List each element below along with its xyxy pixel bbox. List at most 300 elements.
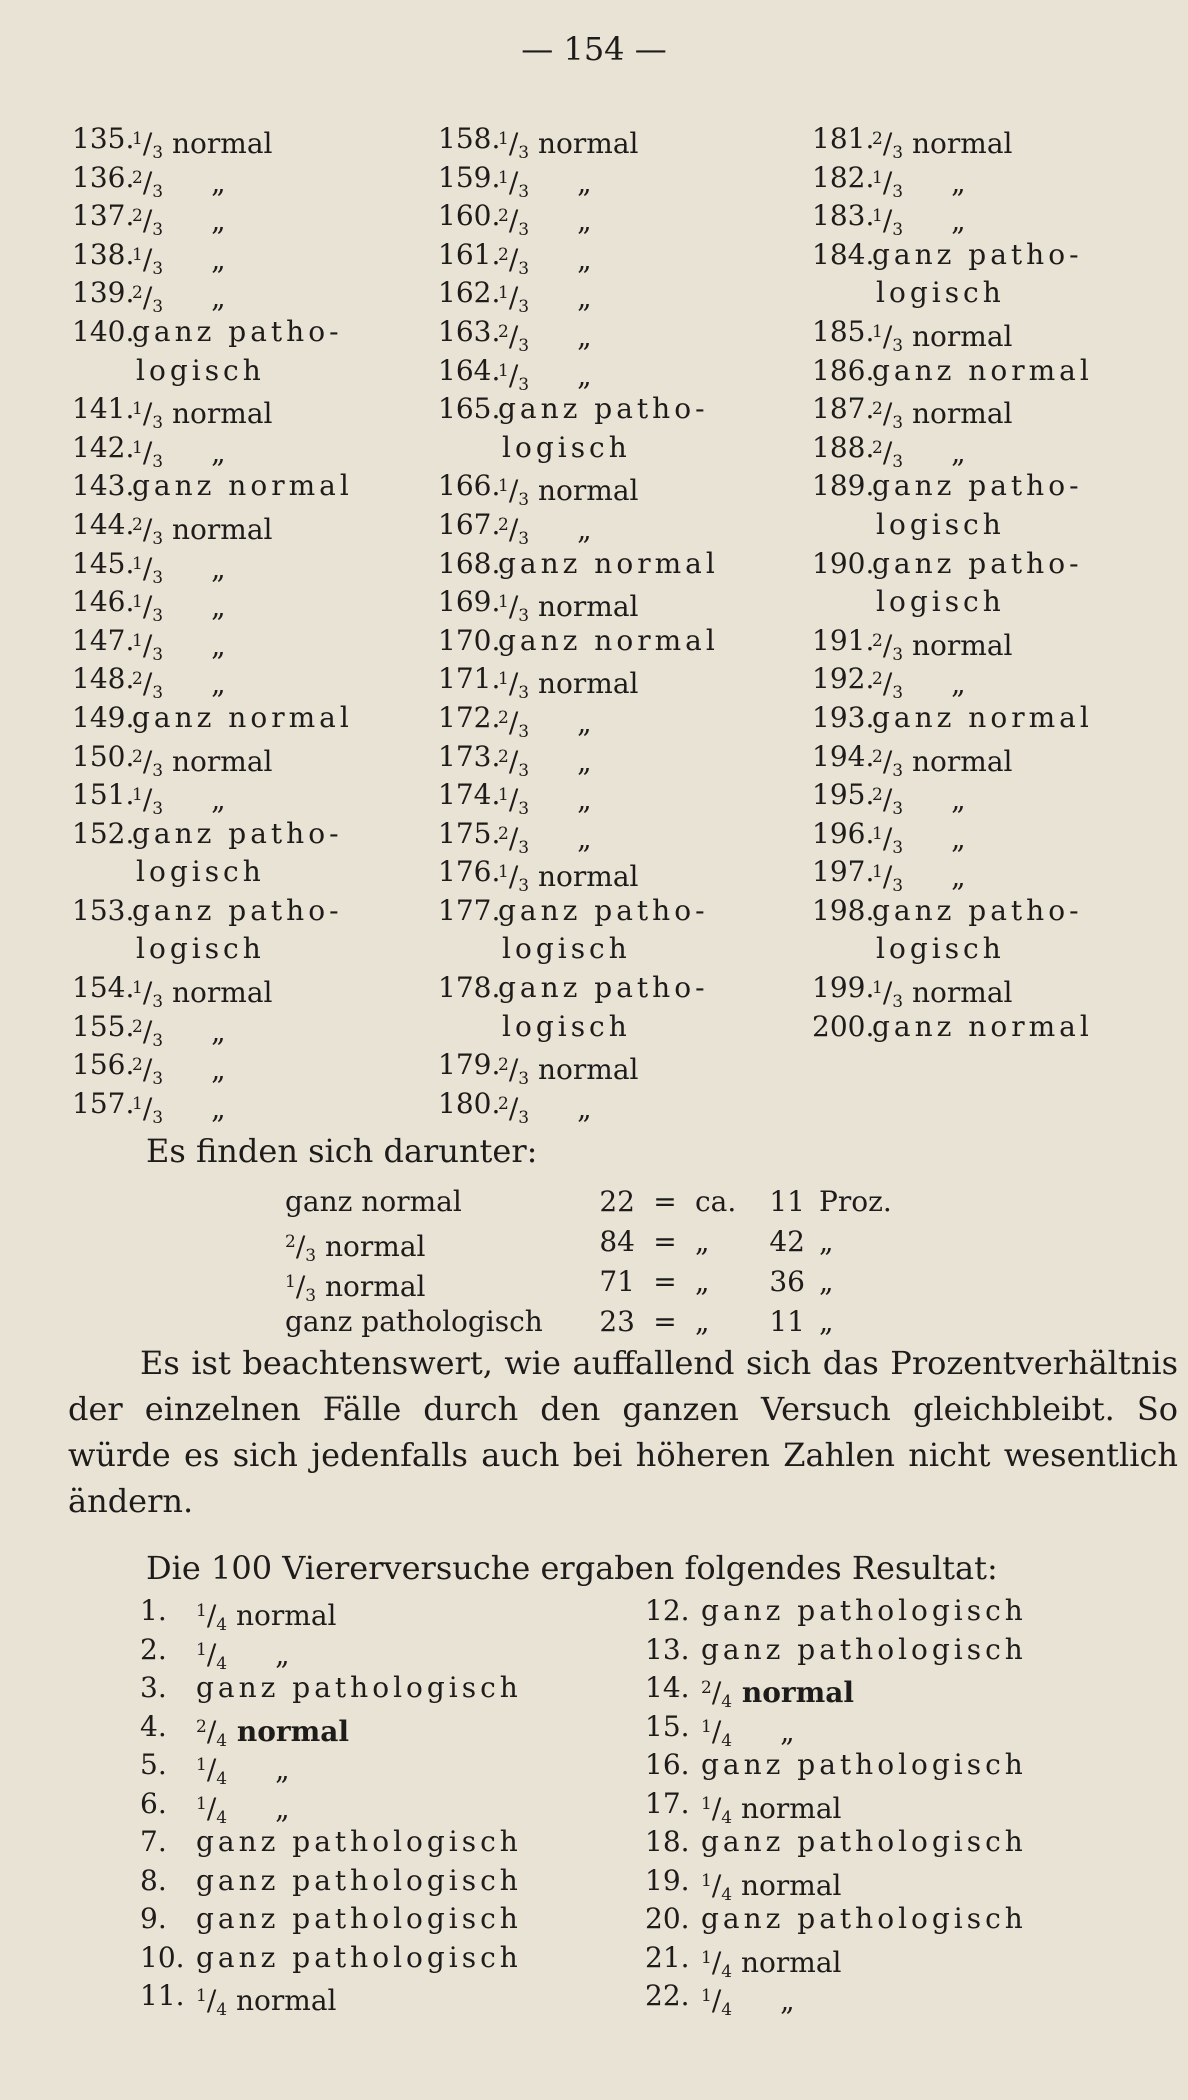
entry-text: normal bbox=[163, 127, 273, 160]
entry-text: normal bbox=[163, 397, 273, 431]
fraction: $^1/_3$ bbox=[132, 435, 164, 472]
entry-number: 190. bbox=[812, 546, 875, 580]
entry-number: 14. bbox=[645, 1671, 690, 1704]
list-item bbox=[812, 313, 1093, 356]
entry-number: 2. bbox=[140, 1632, 167, 1666]
summary-percent: 11 bbox=[769, 1305, 805, 1338]
entry-value bbox=[872, 969, 1013, 1013]
fraction: $^2/_3$ bbox=[498, 242, 530, 279]
entry-text: normal bbox=[529, 860, 639, 894]
fraction-denominator: 3 bbox=[518, 335, 530, 356]
list-item bbox=[812, 390, 1093, 434]
summary-row bbox=[285, 1222, 892, 1266]
summary-unit: „ bbox=[819, 1225, 834, 1258]
fraction-denominator: 3 bbox=[518, 1107, 530, 1128]
ditto-mark: „ bbox=[577, 783, 592, 817]
entry-number: 186. bbox=[812, 353, 875, 387]
ditto-mark: „ bbox=[211, 551, 226, 585]
list-item bbox=[72, 506, 353, 549]
entry-value bbox=[498, 776, 592, 820]
fraction-denominator: 3 bbox=[518, 181, 530, 202]
entry-value bbox=[132, 583, 226, 627]
list-item bbox=[812, 120, 1093, 163]
ditto-mark: „ bbox=[951, 204, 966, 238]
fraction: $^1/_4$ bbox=[196, 1753, 228, 1789]
ditto-mark: „ bbox=[577, 512, 592, 546]
list-item bbox=[812, 429, 1093, 472]
fraction: $^2/_3$ bbox=[498, 204, 530, 241]
fraction-denominator: 4 bbox=[216, 1807, 228, 1828]
entry-value bbox=[132, 197, 226, 241]
entry-value bbox=[196, 1592, 337, 1635]
entry-value bbox=[701, 1977, 795, 2020]
entry-text: ganz pathologisch bbox=[196, 1940, 522, 1974]
fraction-numerator: 2 bbox=[498, 1055, 509, 1076]
entry-number: 18. bbox=[645, 1825, 690, 1858]
entry-number: 139. bbox=[72, 276, 135, 310]
list-item bbox=[812, 738, 1093, 781]
entry-number: 9. bbox=[140, 1902, 167, 1935]
fraction: $^1/_3$ bbox=[285, 1270, 317, 1306]
entry-number: 193. bbox=[812, 700, 875, 734]
list-item bbox=[645, 1592, 1027, 1631]
fraction-numerator: 1 bbox=[872, 321, 883, 342]
entry-text: ganz normal bbox=[132, 700, 353, 734]
fraction: $^1/_3$ bbox=[498, 783, 530, 820]
entry-text: ganz patho- bbox=[498, 971, 709, 1005]
list-item bbox=[645, 1708, 1027, 1751]
list-item bbox=[438, 236, 719, 279]
entry-text: normal bbox=[529, 1053, 639, 1087]
entry-number: 167. bbox=[438, 507, 501, 541]
fraction-denominator: 3 bbox=[152, 683, 164, 704]
entry-continuation: logisch bbox=[136, 932, 265, 966]
fraction-denominator: 3 bbox=[518, 1069, 530, 1090]
fraction-numerator: 1 bbox=[701, 1716, 712, 1737]
fraction: $^1/_4$ bbox=[196, 1637, 228, 1674]
entry-number: 156. bbox=[72, 1048, 135, 1082]
entry-number: 16. bbox=[645, 1748, 690, 1781]
list-item bbox=[438, 738, 719, 781]
fraction-denominator: 3 bbox=[892, 799, 904, 820]
entry-number: 183. bbox=[812, 199, 875, 233]
list-item bbox=[72, 390, 353, 434]
fraction-denominator: 4 bbox=[216, 1653, 228, 1674]
entry-number: 10. bbox=[140, 1940, 185, 1974]
list-item bbox=[438, 815, 719, 858]
list-item bbox=[645, 1785, 1027, 1828]
list-item bbox=[438, 506, 719, 549]
page-number: — 154 — bbox=[521, 30, 667, 68]
fraction-denominator: 3 bbox=[305, 1246, 317, 1266]
entry-number: 161. bbox=[438, 237, 501, 271]
fraction: $^2/_3$ bbox=[132, 512, 164, 549]
entry-number: 184. bbox=[812, 237, 875, 271]
fraction: $^2/_3$ bbox=[498, 319, 530, 356]
entry-text: ganz pathologisch bbox=[701, 1594, 1027, 1627]
list-item bbox=[140, 1862, 522, 1901]
fraction-denominator: 4 bbox=[721, 1807, 733, 1828]
entry-number: 199. bbox=[812, 971, 875, 1005]
fraction-denominator: 3 bbox=[152, 799, 164, 820]
fraction: $^1/_3$ bbox=[132, 590, 164, 627]
fraction: $^2/_4$ bbox=[701, 1676, 733, 1712]
fraction-numerator: 2 bbox=[498, 823, 509, 844]
entry-value bbox=[872, 236, 1083, 275]
fraction-denominator: 3 bbox=[518, 837, 530, 858]
entry-value bbox=[498, 699, 592, 742]
entry-value bbox=[498, 1085, 592, 1128]
entry-number: 4. bbox=[140, 1709, 167, 1743]
fraction-denominator: 4 bbox=[721, 1961, 733, 1982]
fraction-denominator: 3 bbox=[152, 567, 164, 588]
fraction-numerator: 2 bbox=[285, 1232, 296, 1252]
list-item bbox=[140, 1977, 522, 2020]
fraction-numerator: 1 bbox=[132, 399, 143, 420]
entry-value bbox=[498, 545, 719, 584]
entry-number: 135. bbox=[72, 122, 135, 155]
entry-text: ganz pathologisch bbox=[196, 1902, 522, 1935]
summary-percent: 11 bbox=[769, 1185, 805, 1218]
entry-number: 182. bbox=[812, 160, 875, 194]
entry-continuation: logisch bbox=[502, 1009, 631, 1043]
entry-value bbox=[872, 390, 1013, 434]
entry-value bbox=[132, 506, 273, 549]
entry-value bbox=[498, 352, 592, 395]
entry-number: 177. bbox=[438, 893, 501, 927]
fraction: $^2/_3$ bbox=[872, 397, 904, 434]
entry-number: 145. bbox=[72, 546, 135, 580]
fraction-denominator: 4 bbox=[721, 2000, 733, 2020]
entry-value bbox=[872, 738, 1013, 781]
entry-continuation: logisch bbox=[136, 855, 265, 889]
entry-number: 149. bbox=[72, 700, 135, 734]
entry-value bbox=[196, 1939, 522, 1978]
fraction-denominator: 3 bbox=[152, 258, 164, 279]
entry-number: 169. bbox=[438, 585, 501, 619]
fraction-numerator: 1 bbox=[196, 1601, 207, 1621]
fraction-denominator: 3 bbox=[152, 1107, 164, 1128]
entry-number: 151. bbox=[72, 778, 135, 812]
list-item bbox=[72, 969, 353, 1013]
entry-value bbox=[498, 467, 639, 511]
fraction-numerator: 1 bbox=[132, 129, 143, 149]
entry-value bbox=[132, 622, 226, 665]
fraction-numerator: 2 bbox=[498, 746, 509, 767]
summary-intro: Es finden sich darunter: bbox=[146, 1132, 538, 1170]
list-item bbox=[812, 622, 1093, 665]
fraction: $^1/_3$ bbox=[498, 474, 530, 511]
list-column-3 bbox=[812, 120, 1093, 1046]
list-item bbox=[72, 159, 353, 202]
fraction-denominator: 3 bbox=[892, 335, 904, 356]
list-item bbox=[140, 1823, 522, 1862]
ditto-mark: „ bbox=[577, 281, 592, 315]
entry-number: 165. bbox=[438, 392, 501, 426]
entry-value bbox=[498, 313, 592, 356]
entry-number: 200. bbox=[812, 1009, 875, 1043]
entry-value bbox=[498, 274, 592, 318]
fraction-numerator: 1 bbox=[872, 167, 883, 188]
entry-value bbox=[872, 660, 966, 704]
entry-number: 164. bbox=[438, 353, 501, 387]
list-item bbox=[72, 1085, 353, 1128]
summary-row bbox=[285, 1182, 892, 1222]
fraction: $^2/_3$ bbox=[872, 744, 904, 781]
fraction: $^1/_3$ bbox=[498, 165, 530, 202]
list-item bbox=[140, 1785, 522, 1828]
entry-text: normal bbox=[903, 744, 1013, 778]
fraction-numerator: 2 bbox=[872, 785, 883, 806]
fraction-denominator: 3 bbox=[892, 181, 904, 202]
ditto-mark: „ bbox=[951, 783, 966, 817]
fraction-numerator: 1 bbox=[132, 630, 143, 651]
list-item bbox=[812, 776, 1093, 820]
entry-text: ganz patho- bbox=[132, 893, 343, 927]
fraction: $^2/_4$ bbox=[196, 1714, 228, 1751]
fraction: $^1/_3$ bbox=[872, 821, 904, 858]
entry-number: 17. bbox=[645, 1786, 690, 1820]
list-item bbox=[72, 467, 353, 506]
entry-text: normal bbox=[529, 474, 639, 508]
fraction-numerator: 1 bbox=[701, 1986, 712, 2006]
list-item bbox=[72, 197, 353, 241]
entry-text: normal bbox=[163, 744, 273, 778]
entry-text: ganz patho- bbox=[498, 392, 709, 426]
list-item bbox=[140, 1631, 522, 1674]
fraction-numerator: 1 bbox=[196, 1639, 207, 1660]
summary-equals: = bbox=[653, 1225, 677, 1258]
entry-value bbox=[872, 815, 966, 858]
fraction-numerator: 2 bbox=[872, 399, 883, 420]
fraction: $^1/_4$ bbox=[701, 1868, 733, 1905]
fraction-numerator: 2 bbox=[498, 244, 509, 265]
fraction: $^1/_3$ bbox=[872, 976, 904, 1013]
fraction: $^2/_3$ bbox=[872, 435, 904, 472]
list-item bbox=[72, 738, 353, 781]
ditto-mark: „ bbox=[211, 1053, 226, 1087]
list-item bbox=[645, 1746, 1027, 1785]
entry-number: 152. bbox=[72, 816, 135, 850]
ditto-mark: „ bbox=[577, 1091, 592, 1125]
entry-value bbox=[196, 1746, 290, 1789]
list-item bbox=[812, 930, 1093, 969]
entry-value bbox=[498, 969, 709, 1008]
entry-number: 143. bbox=[72, 469, 135, 503]
entry-number: 141. bbox=[72, 392, 135, 426]
ditto-mark: „ bbox=[577, 705, 592, 739]
fraction: $^2/_3$ bbox=[132, 281, 164, 318]
fraction: $^2/_3$ bbox=[132, 744, 164, 781]
ditto-mark: „ bbox=[780, 1984, 795, 2017]
entry-value bbox=[872, 313, 1013, 356]
fraction-numerator: 2 bbox=[872, 669, 883, 690]
summary-label: ganz pathologisch bbox=[285, 1305, 543, 1338]
fraction: $^2/_3$ bbox=[132, 1014, 164, 1051]
list-item bbox=[438, 853, 719, 897]
fraction: $^1/_3$ bbox=[872, 860, 904, 897]
list-item bbox=[438, 197, 719, 241]
fraction-denominator: 3 bbox=[518, 374, 530, 395]
ditto-mark: „ bbox=[951, 667, 966, 701]
list-item bbox=[438, 313, 719, 356]
results-intro: Die 100 Viererversuche ergaben folgendes Resultat: bbox=[146, 1549, 998, 1587]
entry-number: 8. bbox=[140, 1863, 167, 1897]
list-item bbox=[72, 660, 353, 704]
ditto-mark: „ bbox=[577, 358, 592, 392]
fraction-numerator: 2 bbox=[498, 206, 509, 227]
fraction: $^1/_3$ bbox=[132, 976, 164, 1013]
entry-value bbox=[132, 1085, 226, 1128]
list-item bbox=[72, 313, 353, 352]
fraction-denominator: 3 bbox=[152, 143, 164, 163]
fraction: $^1/_3$ bbox=[132, 551, 164, 588]
entry-number: 11. bbox=[140, 1979, 185, 2012]
list-item bbox=[438, 776, 719, 820]
entry-value bbox=[872, 159, 966, 202]
list-item bbox=[438, 583, 719, 627]
fraction: $^1/_3$ bbox=[498, 590, 530, 627]
list-item bbox=[438, 892, 719, 931]
summary-unit: „ bbox=[819, 1305, 834, 1338]
list-item bbox=[812, 545, 1093, 584]
entry-text: ganz normal bbox=[498, 623, 719, 657]
entry-text: normal bbox=[227, 1984, 337, 2017]
fraction-denominator: 3 bbox=[518, 490, 530, 511]
fraction: $^1/_4$ bbox=[196, 1791, 228, 1828]
entry-number: 140. bbox=[72, 314, 135, 348]
entry-number: 3. bbox=[140, 1671, 167, 1704]
ditto-mark: „ bbox=[577, 821, 592, 855]
entry-number: 179. bbox=[438, 1048, 501, 1082]
entry-value bbox=[872, 352, 1093, 391]
fraction-denominator: 3 bbox=[892, 143, 904, 163]
entry-value bbox=[498, 120, 639, 163]
fraction: $^1/_3$ bbox=[498, 860, 530, 897]
ditto-mark: „ bbox=[577, 165, 592, 199]
fraction: $^1/_4$ bbox=[701, 1945, 733, 1982]
ditto-mark: „ bbox=[211, 242, 226, 276]
list-item bbox=[812, 660, 1093, 704]
entry-text: normal bbox=[732, 1791, 842, 1825]
fraction-denominator: 4 bbox=[216, 1615, 228, 1635]
fraction-denominator: 3 bbox=[892, 644, 904, 665]
ditto-mark: „ bbox=[951, 860, 966, 894]
entry-text: ganz patho- bbox=[872, 237, 1083, 271]
fraction-numerator: 1 bbox=[498, 476, 509, 497]
entry-number: 155. bbox=[72, 1009, 135, 1043]
fraction: $^1/_3$ bbox=[498, 127, 530, 163]
list-item bbox=[812, 969, 1093, 1013]
fraction-denominator: 3 bbox=[518, 876, 530, 897]
entry-text: normal bbox=[903, 127, 1013, 160]
entry-text: normal bbox=[903, 628, 1013, 662]
ditto-mark: „ bbox=[275, 1637, 290, 1671]
entry-value bbox=[872, 1008, 1093, 1047]
entry-value bbox=[132, 892, 343, 931]
entry-number: 13. bbox=[645, 1632, 690, 1666]
fraction-numerator: 2 bbox=[132, 1055, 143, 1076]
entry-continuation: logisch bbox=[502, 932, 631, 966]
fraction: $^2/_3$ bbox=[498, 1091, 530, 1128]
entry-number: 5. bbox=[140, 1748, 167, 1781]
list-item bbox=[72, 1046, 353, 1090]
entry-value bbox=[196, 1862, 522, 1901]
results-column-2 bbox=[645, 1592, 1027, 2020]
entry-text: normal bbox=[227, 1599, 337, 1632]
entry-value bbox=[701, 1785, 842, 1828]
summary-percent: 42 bbox=[769, 1225, 805, 1258]
entry-value bbox=[132, 1046, 226, 1090]
list-item bbox=[72, 699, 353, 738]
fraction-denominator: 3 bbox=[518, 528, 530, 549]
list-item bbox=[812, 815, 1093, 858]
fraction: $^2/_3$ bbox=[498, 512, 530, 549]
entry-text: ganz pathologisch bbox=[701, 1748, 1027, 1781]
fraction-denominator: 3 bbox=[892, 992, 904, 1013]
summary-count: 23 bbox=[599, 1305, 635, 1338]
list-column-1 bbox=[72, 120, 353, 1128]
entry-continuation: logisch bbox=[876, 932, 1005, 966]
entry-text: ganz patho- bbox=[132, 816, 343, 850]
entry-value bbox=[132, 969, 273, 1013]
entry-value bbox=[498, 1046, 639, 1090]
ditto-mark: „ bbox=[211, 435, 226, 469]
fraction-denominator: 4 bbox=[721, 1884, 733, 1905]
list-item bbox=[812, 892, 1093, 931]
entry-value bbox=[872, 467, 1083, 506]
fraction: $^1/_3$ bbox=[872, 204, 904, 241]
list-item bbox=[812, 159, 1093, 202]
entry-number: 144. bbox=[72, 507, 135, 541]
entry-value bbox=[196, 1785, 290, 1828]
entry-number: 187. bbox=[812, 392, 875, 426]
list-item bbox=[812, 274, 1093, 313]
entry-text: ganz pathologisch bbox=[196, 1863, 522, 1897]
entry-value bbox=[132, 390, 273, 434]
fraction-denominator: 3 bbox=[152, 760, 164, 781]
fraction-denominator: 3 bbox=[152, 992, 164, 1013]
entry-text: normal bbox=[732, 1868, 842, 1902]
entry-text: ganz patho- bbox=[872, 546, 1083, 580]
fraction-numerator: 2 bbox=[872, 630, 883, 651]
list-item bbox=[812, 853, 1093, 897]
ditto-mark: „ bbox=[951, 165, 966, 199]
entry-value bbox=[872, 892, 1083, 931]
entry-text: normal bbox=[163, 512, 273, 546]
fraction: $^1/_4$ bbox=[196, 1599, 228, 1635]
fraction-numerator: 1 bbox=[872, 206, 883, 227]
entry-continuation: logisch bbox=[136, 353, 265, 387]
summary-count: 84 bbox=[599, 1225, 635, 1258]
entry-value bbox=[872, 197, 966, 241]
fraction-denominator: 3 bbox=[892, 683, 904, 704]
list-item bbox=[812, 352, 1093, 391]
fraction-numerator: 2 bbox=[132, 669, 143, 690]
fraction-denominator: 3 bbox=[152, 1069, 164, 1090]
fraction-numerator: 2 bbox=[132, 514, 143, 535]
entry-number: 147. bbox=[72, 623, 135, 657]
entry-number: 171. bbox=[438, 662, 501, 696]
list-item bbox=[645, 1669, 1027, 1712]
summary-equals: = bbox=[653, 1305, 677, 1338]
fraction-numerator: 1 bbox=[498, 862, 509, 883]
entry-value bbox=[132, 236, 226, 279]
fraction: $^1/_3$ bbox=[872, 165, 904, 202]
entry-number: 178. bbox=[438, 971, 501, 1005]
fraction: $^1/_4$ bbox=[701, 1714, 733, 1751]
list-item bbox=[438, 699, 719, 742]
